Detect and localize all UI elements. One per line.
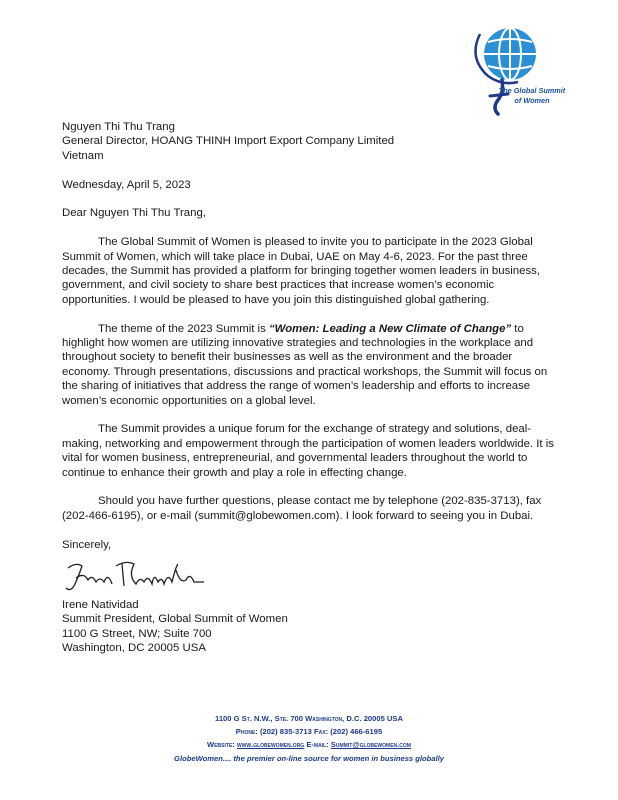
email-label: E-mail: [306,740,329,750]
footer-tagline: GlobeWomen.... the premier on-line source for women in business globally [174,753,444,763]
recipient-country: Vietnam [62,149,104,162]
letter-date: Wednesday, April 5, 2023 [62,178,191,191]
logo-line-2: of Women [514,96,550,105]
handwritten-signature [64,558,214,594]
paragraph-forum: The Summit provides a unique forum for the exchange of strategy and solutions, deal-making, networking and empowerment through the participation of women leaders worldwide. It is vital for women business, entrepreneurial, and governmental leaders throughout the world to continue to enhance their growth and play a role in effecting change. [62,423,554,479]
phone-label: Phone: [235,727,258,737]
theme-intro: The theme of the 2023 Summit is [98,322,269,335]
letter-body [62,120,562,656]
website-label: Website: [207,740,235,750]
theme-title: “Women: Leading a New Climate of Change” [268,322,512,335]
logo-wordmark [497,86,567,106]
theme-description: to highlight how women are utilizing innovative strategies and technologies in the workplace and throughout society to benefit their businesses as well as the environment and the broader economy. Through presentations, discussions and practical workshops, the Summit will focus on the sharing of initiatives that address the range of women’s leadership and efforts to increase women’s economic opportunities on a global level. [62,322,548,407]
paragraph-invitation: The Global Summit of Women is pleased to invite you to participate in the 2023 Global Summit of Women, which will take place in Dubai, UAE on May 4-6, 2023. For the past three decades, the Summit has provided a platform for bringing together women leaders in business, government, and civil society to share best practices that increase women’s economic opportunities. I would be pleased to have you join this distinguished global gathering. [62,236,541,306]
fax-label: Fax: [314,727,329,737]
footer-phone-line [0,725,618,738]
letterhead-footer [0,712,618,765]
logo-line-1: The Global Summit [498,86,566,95]
footer-address: 1100 G St. N.W., Ste. 700 Washington, D.C. 20005 USA [215,714,403,723]
email-link[interactable]: Summit@globewomen.com [330,740,411,750]
salutation: Dear Nguyen Thi Thu Trang, [62,207,206,220]
paragraph-contact: Should you have further questions, please contact me by telephone (202-835-3713), fax (202-466-6195), or e-mail (summit@globewomen.com). I look forward to seeing you in Dubai. [62,495,542,522]
fax-number: (202) 466-6195 [330,727,383,737]
phone-number: (202) 835-3713 [259,727,312,737]
summit-logo [452,20,564,118]
signer-title: Summit President, Global Summit of Women [62,613,288,626]
signer-address-line-1: 1100 G Street, NW; Suite 700 [62,627,212,640]
recipient-name: Nguyen Thi Thu Trang [62,121,175,133]
signer-name: Irene Natividad [62,599,139,612]
website-link[interactable]: www.globewomen.org [236,740,305,750]
signer-address-line-2: Washington, DC 20005 USA [62,642,206,655]
recipient-title: General Director, HOANG THINH Import Export Company Limited [62,135,395,148]
footer-web-line [0,738,618,751]
closing: Sincerely, [62,538,112,551]
paragraph-theme [62,322,562,408]
